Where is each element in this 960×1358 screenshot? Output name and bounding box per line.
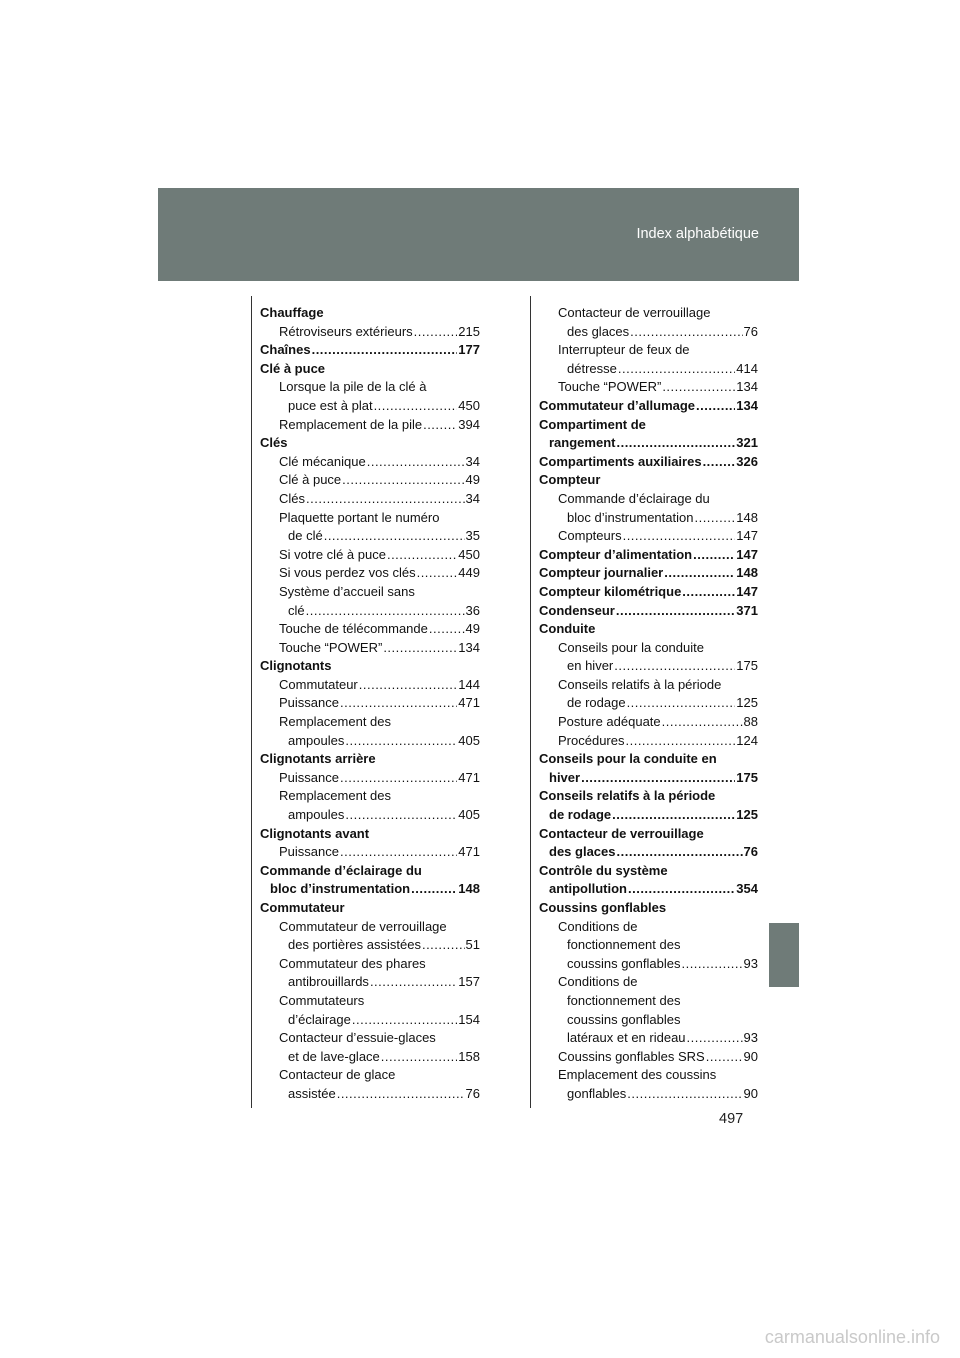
- dot-leader: [627, 1085, 742, 1104]
- entry-label: antipollution: [549, 881, 627, 897]
- index-entry: [539, 825, 758, 844]
- dot-leader: [381, 1048, 458, 1067]
- entry-label: Touche de télécommande: [279, 621, 428, 637]
- index-entry: [260, 620, 480, 639]
- index-entry: [260, 602, 480, 621]
- dot-leader: [306, 490, 465, 509]
- dot-leader: [306, 602, 465, 621]
- dot-leader: [342, 471, 464, 490]
- index-entry: [539, 955, 758, 974]
- index-entry: [260, 471, 480, 490]
- entry-label: Rétroviseurs extérieurs: [279, 323, 413, 339]
- dot-leader: [706, 1048, 743, 1067]
- entry-page-number: 93: [743, 955, 758, 971]
- entry-label: puce est à plat: [288, 397, 373, 413]
- index-entry: [539, 378, 758, 397]
- dot-leader: [682, 583, 735, 602]
- entry-label: Touche “POWER”: [279, 639, 383, 655]
- entry-page-number: 471: [458, 844, 480, 860]
- dot-leader: [612, 806, 735, 825]
- dot-leader: [662, 378, 735, 397]
- dot-leader: [337, 1085, 465, 1104]
- watermark: carmanualsonline.info: [764, 1327, 940, 1347]
- entry-page-number: 405: [458, 807, 480, 823]
- entry-label: et de lave-glace: [288, 1048, 380, 1064]
- index-entry: [539, 620, 758, 639]
- entry-label: Touche “POWER”: [558, 379, 662, 395]
- entry-page-number: 175: [736, 658, 758, 674]
- dot-leader: [616, 434, 735, 453]
- dot-leader: [617, 843, 743, 862]
- dot-leader: [312, 341, 458, 360]
- index-entry: [539, 490, 758, 509]
- thumb-index-tab: [769, 923, 799, 987]
- entry-label: ampoules: [288, 807, 345, 823]
- index-entry: [260, 1029, 480, 1048]
- entry-label: clé: [288, 602, 305, 618]
- entry-page-number: 326: [736, 453, 758, 469]
- index-entry: [260, 1048, 480, 1067]
- entry-page-number: 371: [736, 602, 758, 618]
- section-title: Index alphabétique: [636, 226, 759, 242]
- dot-leader: [694, 509, 735, 528]
- entry-label: Commutateur: [279, 676, 358, 692]
- entry-page-number: 354: [736, 881, 758, 897]
- entry-label: Système d’accueil sans: [279, 583, 415, 599]
- index-entry: [260, 713, 480, 732]
- entry-label: de clé: [288, 528, 323, 544]
- dot-leader: [614, 657, 735, 676]
- entry-label: bloc d’instrumentation: [567, 509, 694, 525]
- entry-label: rangement: [549, 435, 616, 451]
- index-entry: [260, 750, 480, 769]
- dot-leader: [383, 639, 457, 658]
- entry-page-number: 450: [458, 397, 480, 413]
- entry-label: Procédures: [558, 732, 625, 748]
- dot-leader: [429, 620, 465, 639]
- entry-label: Coussins gonflables SRS: [558, 1048, 705, 1064]
- index-entry: [260, 1066, 480, 1085]
- entry-page-number: 321: [736, 435, 758, 451]
- entry-label: Conseils relatifs à la période: [558, 676, 722, 692]
- index-column-left: [260, 304, 480, 1104]
- entry-label: Puissance: [279, 769, 339, 785]
- entry-page-number: 471: [458, 769, 480, 785]
- index-entry: [539, 992, 758, 1011]
- dot-leader: [703, 453, 736, 472]
- entry-label: Chauffage: [260, 305, 324, 320]
- entry-label: Remplacement de la pile: [279, 416, 423, 432]
- entry-page-number: 88: [743, 714, 758, 730]
- index-entry: [539, 694, 758, 713]
- column-divider-middle: [530, 296, 531, 1108]
- index-entry: [539, 397, 758, 416]
- index-entry: [260, 862, 480, 881]
- index-entry: [260, 899, 480, 918]
- index-column-right: [539, 304, 758, 1104]
- index-entry: [260, 397, 480, 416]
- entry-label: Clés: [279, 490, 306, 506]
- entry-label: des glaces: [567, 323, 630, 339]
- dot-leader: [623, 527, 736, 546]
- entry-label: Conduite: [539, 621, 596, 637]
- dot-leader: [625, 732, 735, 751]
- index-entry: [539, 806, 758, 825]
- entry-label: latéraux et en rideau: [567, 1030, 686, 1046]
- index-entry: [539, 732, 758, 751]
- dot-leader: [616, 602, 735, 621]
- entry-page-number: 125: [736, 695, 758, 711]
- entry-page-number: 147: [736, 583, 758, 599]
- entry-page-number: 215: [458, 323, 480, 339]
- entry-page-number: 90: [743, 1085, 758, 1101]
- dot-leader: [662, 713, 743, 732]
- entry-page-number: 449: [458, 565, 480, 581]
- entry-label: Puissance: [279, 844, 339, 860]
- index-entry: [539, 1048, 758, 1067]
- dot-leader: [359, 676, 458, 695]
- column-divider-left: [251, 296, 252, 1108]
- entry-page-number: 34: [465, 453, 480, 469]
- dot-leader: [422, 936, 465, 955]
- index-entry: [260, 676, 480, 695]
- index-entry: [260, 527, 480, 546]
- entry-page-number: 93: [743, 1030, 758, 1046]
- entry-label: Condenseur: [539, 602, 615, 618]
- entry-label: en hiver: [567, 658, 614, 674]
- index-entry: [260, 583, 480, 602]
- dot-leader: [340, 843, 457, 862]
- entry-page-number: 148: [458, 881, 480, 897]
- entry-page-number: 35: [465, 528, 480, 544]
- entry-label: Remplacement des: [279, 788, 391, 804]
- page-number: 497: [719, 1111, 744, 1127]
- dot-leader: [687, 1029, 743, 1048]
- index-entry: [539, 676, 758, 695]
- entry-label: Conseils pour la conduite: [558, 639, 704, 655]
- dot-leader: [374, 397, 458, 416]
- dot-leader: [664, 564, 735, 583]
- entry-label: Conditions de: [558, 918, 638, 934]
- index-entry: [539, 862, 758, 881]
- entry-label: hiver: [549, 769, 581, 785]
- entry-label: Compartiment de: [539, 416, 646, 432]
- entry-label: ampoules: [288, 732, 345, 748]
- index-entry: [539, 1011, 758, 1030]
- index-entry: [260, 564, 480, 583]
- entry-label: Puissance: [279, 695, 339, 711]
- index-entry: [539, 1066, 758, 1085]
- entry-label: Si votre clé à puce: [279, 546, 386, 562]
- entry-label: Clignotants: [260, 658, 332, 674]
- index-entry: [260, 787, 480, 806]
- entry-page-number: 134: [736, 379, 758, 395]
- index-entry: [260, 1085, 480, 1104]
- entry-label: Commutateurs: [279, 992, 365, 1008]
- index-entry: [539, 602, 758, 621]
- index-entry: [539, 750, 758, 769]
- dot-leader: [387, 546, 457, 565]
- entry-page-number: 49: [465, 472, 480, 488]
- dot-leader: [630, 323, 742, 342]
- index-entry: [539, 1029, 758, 1048]
- index-entry: [539, 1085, 758, 1104]
- dot-leader: [581, 769, 735, 788]
- entry-label: Clé à puce: [279, 472, 342, 488]
- index-entry: [539, 899, 758, 918]
- entry-label: Emplacement des coussins: [558, 1067, 717, 1083]
- dot-leader: [628, 880, 735, 899]
- entry-page-number: 471: [458, 695, 480, 711]
- entry-label: fonctionnement des: [567, 937, 681, 953]
- entry-label: Contacteur de verrouillage: [539, 825, 704, 841]
- index-entry: [539, 360, 758, 379]
- index-entry: [539, 564, 758, 583]
- index-entry: [260, 825, 480, 844]
- index-entry: [260, 992, 480, 1011]
- entry-page-number: 154: [458, 1011, 480, 1027]
- index-entry: [260, 955, 480, 974]
- entry-label: Clignotants avant: [260, 825, 370, 841]
- entry-label: Contacteur d’essuie-glaces: [279, 1030, 436, 1046]
- entry-page-number: 49: [465, 621, 480, 637]
- entry-label: Commutateur de verrouillage: [279, 918, 447, 934]
- index-entry: [260, 769, 480, 788]
- entry-page-number: 36: [465, 602, 480, 618]
- entry-label: des portières assistées: [288, 937, 421, 953]
- entry-label: Compteur kilométrique: [539, 583, 682, 599]
- entry-page-number: 90: [743, 1048, 758, 1064]
- entry-page-number: 175: [736, 769, 758, 785]
- entry-page-number: 148: [736, 509, 758, 525]
- index-entry: [539, 453, 758, 472]
- entry-label: Conseils relatifs à la période: [539, 788, 716, 804]
- dot-leader: [411, 880, 457, 899]
- entry-label: Contrôle du système: [539, 862, 668, 878]
- index-entry: [260, 1011, 480, 1030]
- header-band: [158, 188, 799, 281]
- index-entry: [260, 936, 480, 955]
- index-entry: [260, 732, 480, 751]
- index-entry: [539, 304, 758, 323]
- index-entry: [539, 843, 758, 862]
- entry-label: Conditions de: [558, 974, 638, 990]
- entry-label: Commutateur des phares: [279, 955, 426, 971]
- entry-label: fonctionnement des: [567, 992, 681, 1008]
- entry-page-number: 134: [458, 639, 480, 655]
- index-entry: [539, 639, 758, 658]
- index-entry: [539, 657, 758, 676]
- entry-page-number: 394: [458, 416, 480, 432]
- index-entry: [539, 973, 758, 992]
- dot-leader: [681, 955, 742, 974]
- index-entry: [260, 416, 480, 435]
- dot-leader: [417, 564, 458, 583]
- index-entry: [539, 918, 758, 937]
- index-entry: [539, 509, 758, 528]
- entry-label: Commutateur: [260, 900, 345, 915]
- entry-page-number: 450: [458, 546, 480, 562]
- entry-page-number: 157: [458, 974, 480, 990]
- entry-label: détresse: [567, 360, 617, 376]
- entry-page-number: 124: [736, 732, 758, 748]
- entry-label: Compteur: [539, 472, 601, 488]
- index-entry: [539, 769, 758, 788]
- entry-label: Contacteur de verrouillage: [558, 305, 711, 320]
- entry-page-number: 158: [458, 1048, 480, 1064]
- dot-leader: [696, 397, 735, 416]
- dot-leader: [345, 732, 457, 751]
- dot-leader: [340, 694, 457, 713]
- dot-leader: [345, 806, 457, 825]
- index-entry: [539, 341, 758, 360]
- entry-label: Clés: [260, 435, 288, 451]
- entry-page-number: 76: [743, 323, 758, 339]
- index-entry: [539, 527, 758, 546]
- entry-label: gonflables: [567, 1085, 627, 1101]
- entry-label: Remplacement des: [279, 714, 391, 730]
- dot-leader: [367, 453, 465, 472]
- entry-label: bloc d’instrumentation: [270, 881, 411, 897]
- index-entry: [260, 806, 480, 825]
- index-entry: [260, 918, 480, 937]
- entry-page-number: 414: [736, 360, 758, 376]
- index-entry: [539, 471, 758, 490]
- entry-label: des glaces: [549, 844, 616, 860]
- index-entry: [260, 973, 480, 992]
- entry-label: Compteur d’alimentation: [539, 546, 693, 562]
- index-entry: [539, 713, 758, 732]
- index-entry: [260, 546, 480, 565]
- entry-label: de rodage: [549, 807, 612, 823]
- index-entry: [260, 304, 480, 323]
- entry-label: Clé mécanique: [279, 453, 366, 469]
- entry-label: Clignotants arrière: [260, 751, 376, 767]
- entry-label: Si vous perdez vos clés: [279, 565, 416, 581]
- entry-label: coussins gonflables: [567, 1011, 681, 1027]
- entry-label: de rodage: [567, 695, 626, 711]
- index-entry: [260, 323, 480, 342]
- index-entry: [260, 509, 480, 528]
- dot-leader: [618, 360, 735, 379]
- dot-leader: [352, 1011, 457, 1030]
- entry-label: Posture adéquate: [558, 714, 661, 730]
- entry-page-number: 51: [465, 937, 480, 953]
- entry-label: d’éclairage: [288, 1011, 351, 1027]
- entry-label: Conseils pour la conduite en: [539, 751, 717, 767]
- entry-page-number: 405: [458, 732, 480, 748]
- entry-page-number: 148: [736, 565, 758, 581]
- entry-label: coussins gonflables: [567, 955, 681, 971]
- entry-label: Compartiments auxiliaires: [539, 453, 702, 469]
- index-entry: [260, 341, 480, 360]
- entry-label: Commande d’éclairage du: [558, 490, 710, 506]
- index-entry: [539, 583, 758, 602]
- index-entry: [260, 378, 480, 397]
- entry-label: Chaînes: [260, 342, 311, 358]
- entry-label: assistée: [288, 1085, 336, 1101]
- index-entry: [539, 787, 758, 806]
- entry-page-number: 76: [465, 1085, 480, 1101]
- dot-leader: [627, 694, 736, 713]
- index-entry: [260, 434, 480, 453]
- entry-page-number: 134: [736, 397, 758, 413]
- entry-label: Clé à puce: [260, 360, 326, 376]
- index-entry: [539, 936, 758, 955]
- index-entry: [539, 416, 758, 435]
- index-entry: [260, 694, 480, 713]
- entry-label: Commutateur d’allumage: [539, 397, 696, 413]
- index-entry: [260, 360, 480, 379]
- index-entry: [539, 434, 758, 453]
- entry-page-number: 177: [458, 342, 480, 358]
- index-entry: [260, 490, 480, 509]
- entry-page-number: 144: [458, 676, 480, 692]
- dot-leader: [414, 323, 458, 342]
- entry-label: Contacteur de glace: [279, 1067, 396, 1083]
- entry-label: Coussins gonflables: [539, 900, 667, 915]
- entry-page-number: 34: [465, 490, 480, 506]
- entry-label: Compteur journalier: [539, 565, 664, 581]
- index-entry: [260, 639, 480, 658]
- index-entry: [260, 843, 480, 862]
- dot-leader: [340, 769, 457, 788]
- index-entry: [539, 546, 758, 565]
- entry-label: antibrouillards: [288, 974, 369, 990]
- entry-page-number: 76: [743, 844, 758, 860]
- index-entry: [539, 880, 758, 899]
- dot-leader: [423, 416, 457, 435]
- index-entry: [539, 323, 758, 342]
- index-entry: [260, 657, 480, 676]
- index-entry: [260, 453, 480, 472]
- entry-label: Interrupteur de feux de: [558, 342, 690, 358]
- dot-leader: [693, 546, 735, 565]
- entry-page-number: 147: [736, 528, 758, 544]
- index-entry: [260, 880, 480, 899]
- entry-page-number: 125: [736, 807, 758, 823]
- dot-leader: [370, 973, 457, 992]
- dot-leader: [324, 527, 465, 546]
- entry-label: Compteurs: [558, 528, 622, 544]
- entry-label: Commande d’éclairage du: [260, 862, 422, 878]
- entry-label: Plaquette portant le numéro: [279, 509, 440, 525]
- entry-page-number: 147: [736, 546, 758, 562]
- entry-label: Lorsque la pile de la clé à: [279, 379, 427, 395]
